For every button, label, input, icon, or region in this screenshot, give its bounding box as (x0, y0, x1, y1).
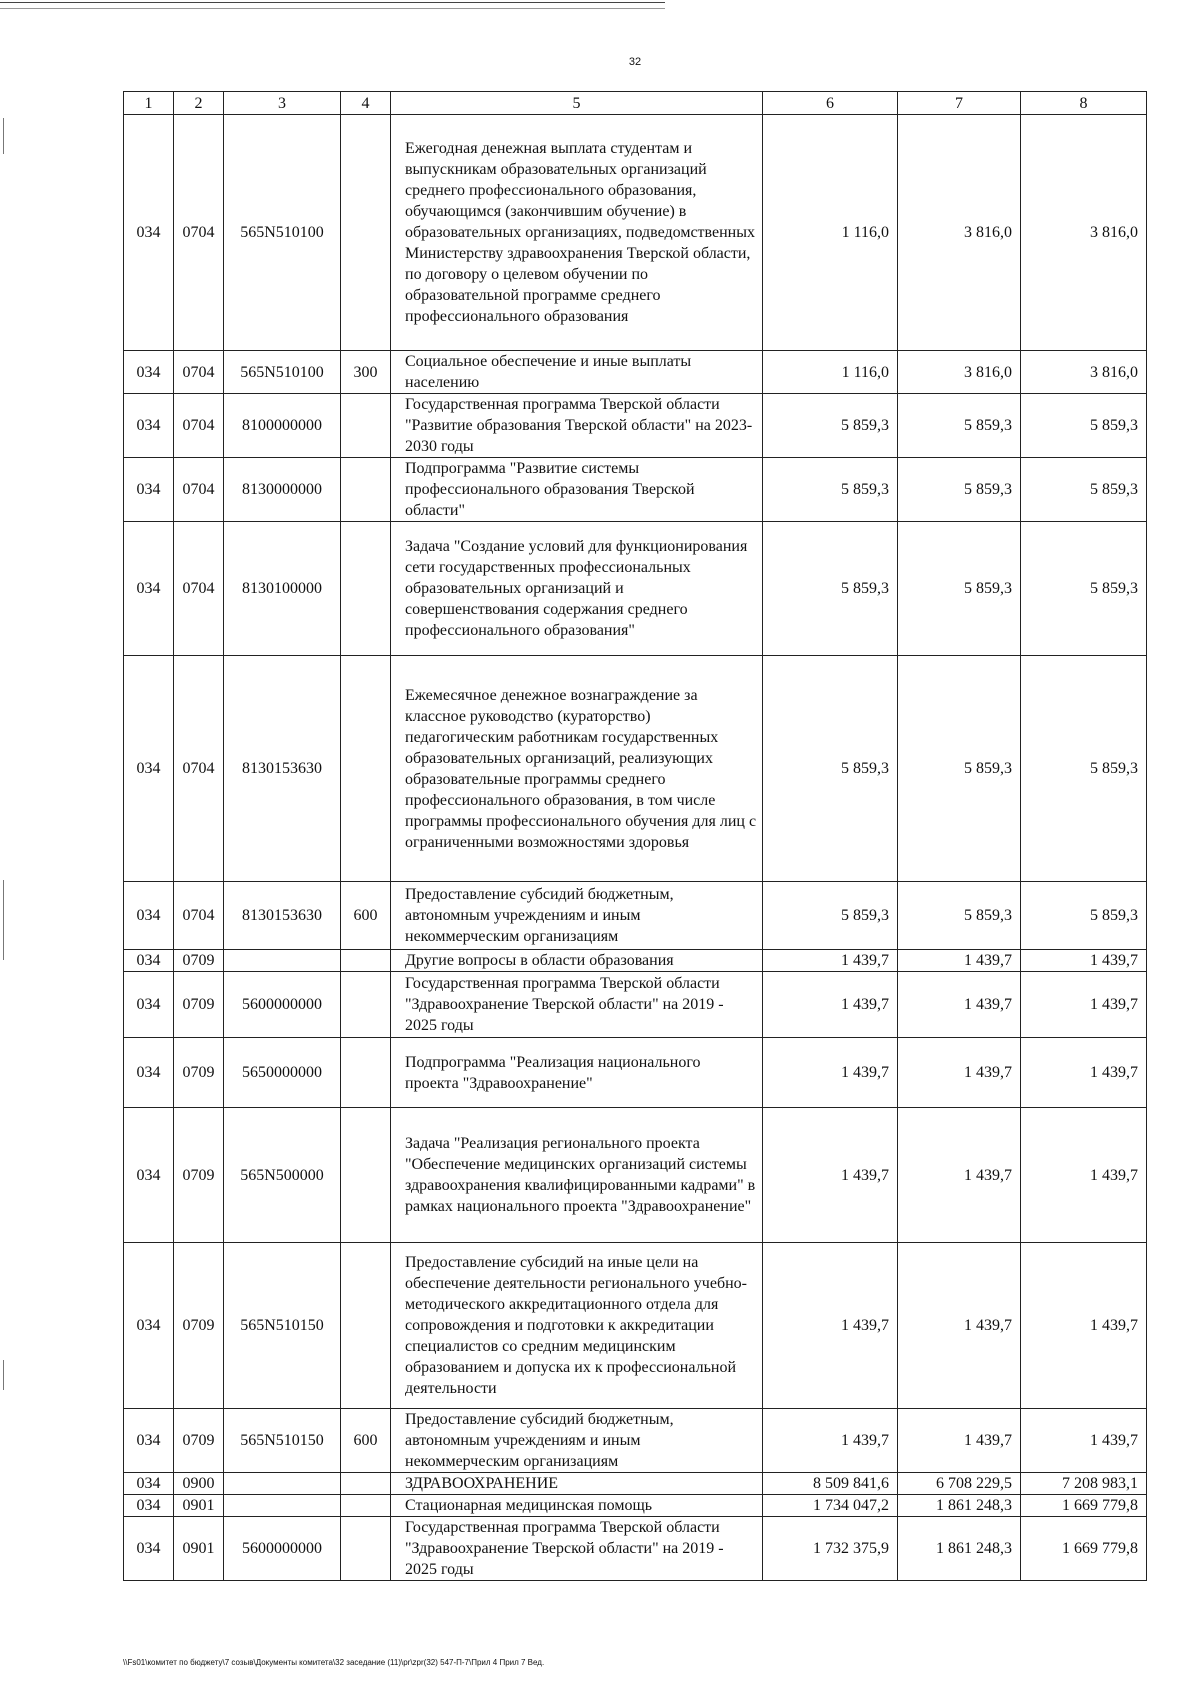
col-grbs: 034 (124, 394, 174, 458)
col-target-article: 8100000000 (224, 394, 341, 458)
col-amount-8: 1 669 779,8 (1021, 1517, 1147, 1581)
col-section: 0709 (174, 1243, 224, 1409)
col-target-article: 5600000000 (224, 972, 341, 1038)
col-amount-6: 1 116,0 (763, 115, 898, 351)
col-amount-7: 5 859,3 (898, 656, 1021, 882)
col-expense-type (341, 1495, 391, 1517)
col-amount-6: 5 859,3 (763, 458, 898, 522)
col-grbs: 034 (124, 115, 174, 351)
col-description: Социальное обеспечение и иные выплаты населению (391, 351, 763, 394)
col-description: ЗДРАВООХРАНЕНИЕ (391, 1473, 763, 1495)
table-row (124, 972, 1147, 1038)
col-target-article: 5600000000 (224, 1517, 341, 1581)
col-description: Другие вопросы в области образования (391, 950, 763, 972)
col-amount-6: 1 439,7 (763, 972, 898, 1038)
col-grbs: 034 (124, 1243, 174, 1409)
col-section: 0704 (174, 656, 224, 882)
col-target-article: 565N500000 (224, 1108, 341, 1243)
scan-margin-mark (3, 118, 4, 154)
col-amount-7: 1 861 248,3 (898, 1495, 1021, 1517)
col-amount-6: 1 439,7 (763, 1108, 898, 1243)
col-amount-6: 1 116,0 (763, 351, 898, 394)
col-grbs: 034 (124, 1517, 174, 1581)
col-expense-type (341, 1473, 391, 1495)
col-grbs: 034 (124, 522, 174, 656)
col-grbs: 034 (124, 351, 174, 394)
header-col-6: 6 (763, 92, 898, 115)
col-description: Государственная программа Тверской области "Здравоохранение Тверской области" на 2019 - 2025 годы (391, 1517, 763, 1581)
col-target-article (224, 1495, 341, 1517)
col-target-article (224, 1473, 341, 1495)
col-grbs: 034 (124, 1495, 174, 1517)
header-col-4: 4 (341, 92, 391, 115)
col-description: Ежегодная денежная выплата студентам и выпускникам образовательных организаций среднего профессионального образования, обучающимся (закончившим обучение) в образовательных организациях, подведомственных Министерству здравоохранения Тверской области, по договору о целевом обучении по образовательной программе среднего профессионального образования (391, 115, 763, 351)
col-section: 0709 (174, 972, 224, 1038)
col-amount-7: 1 439,7 (898, 1108, 1021, 1243)
col-expense-type (341, 1038, 391, 1108)
col-expense-type (341, 115, 391, 351)
col-section: 0709 (174, 1108, 224, 1243)
table-row (124, 351, 1147, 394)
col-section: 0709 (174, 950, 224, 972)
col-grbs: 034 (124, 1473, 174, 1495)
table-row (124, 882, 1147, 950)
col-amount-7: 1 439,7 (898, 1038, 1021, 1108)
col-amount-8: 1 669 779,8 (1021, 1495, 1147, 1517)
scan-margin-mark (3, 880, 4, 960)
col-amount-7: 1 439,7 (898, 1409, 1021, 1473)
col-expense-type: 600 (341, 1409, 391, 1473)
col-section: 0900 (174, 1473, 224, 1495)
header-col-1: 1 (124, 92, 174, 115)
col-target-article: 8130100000 (224, 522, 341, 656)
col-amount-6: 1 734 047,2 (763, 1495, 898, 1517)
col-amount-8: 1 439,7 (1021, 950, 1147, 972)
col-target-article: 565N510100 (224, 351, 341, 394)
col-amount-7: 6 708 229,5 (898, 1473, 1021, 1495)
table-row (124, 394, 1147, 458)
col-target-article: 565N510150 (224, 1409, 341, 1473)
col-expense-type (341, 522, 391, 656)
table-row (124, 1473, 1147, 1495)
col-amount-8: 5 859,3 (1021, 394, 1147, 458)
col-amount-8: 1 439,7 (1021, 972, 1147, 1038)
col-grbs: 034 (124, 1409, 174, 1473)
col-expense-type: 300 (341, 351, 391, 394)
col-description: Подпрограмма "Реализация национального проекта "Здравоохранение" (391, 1038, 763, 1108)
col-section: 0709 (174, 1038, 224, 1108)
col-amount-7: 5 859,3 (898, 882, 1021, 950)
header-col-3: 3 (224, 92, 341, 115)
table-row (124, 1108, 1147, 1243)
table-row (124, 656, 1147, 882)
col-amount-6: 5 859,3 (763, 394, 898, 458)
col-section: 0704 (174, 522, 224, 656)
col-section: 0901 (174, 1517, 224, 1581)
col-amount-6: 1 439,7 (763, 1243, 898, 1409)
col-expense-type (341, 656, 391, 882)
col-amount-7: 3 816,0 (898, 115, 1021, 351)
col-target-article (224, 950, 341, 972)
col-section: 0704 (174, 115, 224, 351)
col-description: Стационарная медицинская помощь (391, 1495, 763, 1517)
col-description: Государственная программа Тверской области "Развитие образования Тверской области" на 2023-2030 годы (391, 394, 763, 458)
col-expense-type: 600 (341, 882, 391, 950)
col-amount-8: 1 439,7 (1021, 1243, 1147, 1409)
col-amount-6: 5 859,3 (763, 522, 898, 656)
col-description: Подпрограмма "Развитие системы профессионального образования Тверской области" (391, 458, 763, 522)
col-grbs: 034 (124, 458, 174, 522)
col-amount-7: 1 861 248,3 (898, 1517, 1021, 1581)
col-amount-7: 5 859,3 (898, 522, 1021, 656)
col-description: Задача "Реализация регионального проекта "Обеспечение медицинских организаций системы здравоохранения квалифицированными кадрами" в рамках национального проекта "Здравоохранение" (391, 1108, 763, 1243)
col-amount-7: 1 439,7 (898, 972, 1021, 1038)
header-col-5: 5 (391, 92, 763, 115)
col-target-article: 8130153630 (224, 882, 341, 950)
col-amount-7: 3 816,0 (898, 351, 1021, 394)
col-amount-8: 1 439,7 (1021, 1108, 1147, 1243)
col-amount-8: 1 439,7 (1021, 1409, 1147, 1473)
col-amount-6: 1 439,7 (763, 1409, 898, 1473)
col-amount-7: 1 439,7 (898, 1243, 1021, 1409)
table-header-row (124, 92, 1147, 115)
col-target-article: 565N510150 (224, 1243, 341, 1409)
col-amount-6: 5 859,3 (763, 882, 898, 950)
col-amount-6: 1 439,7 (763, 950, 898, 972)
scan-margin-mark (3, 1360, 4, 1390)
header-col-7: 7 (898, 92, 1021, 115)
col-amount-6: 5 859,3 (763, 656, 898, 882)
col-expense-type (341, 394, 391, 458)
col-section: 0709 (174, 1409, 224, 1473)
col-description: Государственная программа Тверской области "Здравоохранение Тверской области" на 2019 - 2025 годы (391, 972, 763, 1038)
col-description: Предоставление субсидий на иные цели на обеспечение деятельности регионального учебно-методического аккредитационного отдела для сопровождения и подготовки к аккредитации специалистов со средним медицинским образованием и допуска их к профессиональной деятельности (391, 1243, 763, 1409)
col-amount-8: 5 859,3 (1021, 882, 1147, 950)
table-row (124, 115, 1147, 351)
col-amount-8: 7 208 983,1 (1021, 1473, 1147, 1495)
col-target-article: 8130153630 (224, 656, 341, 882)
col-target-article: 8130000000 (224, 458, 341, 522)
col-amount-8: 5 859,3 (1021, 522, 1147, 656)
col-grbs: 034 (124, 1108, 174, 1243)
col-amount-8: 3 816,0 (1021, 351, 1147, 394)
col-section: 0704 (174, 394, 224, 458)
header-col-2: 2 (174, 92, 224, 115)
col-section: 0704 (174, 882, 224, 950)
col-amount-8: 5 859,3 (1021, 656, 1147, 882)
table-row (124, 458, 1147, 522)
col-amount-6: 8 509 841,6 (763, 1473, 898, 1495)
col-amount-6: 1 732 375,9 (763, 1517, 898, 1581)
col-expense-type (341, 1243, 391, 1409)
table-row (124, 950, 1147, 972)
table-row (124, 1243, 1147, 1409)
scan-top-rule-secondary (0, 8, 665, 9)
table-row (124, 522, 1147, 656)
col-amount-7: 5 859,3 (898, 458, 1021, 522)
col-section: 0704 (174, 351, 224, 394)
col-amount-6: 1 439,7 (763, 1038, 898, 1108)
col-amount-8: 5 859,3 (1021, 458, 1147, 522)
header-col-8: 8 (1021, 92, 1147, 115)
scan-top-rule (0, 2, 665, 3)
col-expense-type (341, 1108, 391, 1243)
col-amount-7: 5 859,3 (898, 394, 1021, 458)
col-section: 0901 (174, 1495, 224, 1517)
col-grbs: 034 (124, 972, 174, 1038)
col-section: 0704 (174, 458, 224, 522)
col-target-article: 565N510100 (224, 115, 341, 351)
col-description: Ежемесячное денежное вознаграждение за классное руководство (кураторство) педагогическим работникам государственных образовательных организаций, реализующих образовательные программы среднего профессионального образования, в том числе программы профессионального обучения для лиц с ограниченными возможностями здоровья (391, 656, 763, 882)
col-grbs: 034 (124, 1038, 174, 1108)
col-amount-8: 1 439,7 (1021, 1038, 1147, 1108)
col-description: Предоставление субсидий бюджетным, автономным учреждениям и иным некоммерческим организациям (391, 882, 763, 950)
col-grbs: 034 (124, 950, 174, 972)
budget-table (123, 91, 1147, 1581)
col-amount-8: 3 816,0 (1021, 115, 1147, 351)
col-description: Предоставление субсидий бюджетным, автономным учреждениям и иным некоммерческим организациям (391, 1409, 763, 1473)
col-target-article: 5650000000 (224, 1038, 341, 1108)
col-expense-type (341, 950, 391, 972)
col-grbs: 034 (124, 882, 174, 950)
table-row (124, 1038, 1147, 1108)
page-number: 32 (628, 56, 642, 68)
col-expense-type (341, 1517, 391, 1581)
col-expense-type (341, 458, 391, 522)
col-amount-7: 1 439,7 (898, 950, 1021, 972)
col-grbs: 034 (124, 656, 174, 882)
table-row (124, 1517, 1147, 1581)
table-row (124, 1495, 1147, 1517)
col-expense-type (341, 972, 391, 1038)
footer-file-path: \\Fs01\комитет по бюджету\7 созыв\Документы комитета\32 заседание (11)\pr\zpr(32) 547-П-7\Прил 4 Прил 7 Вед. (123, 1658, 545, 1667)
table-row (124, 1409, 1147, 1473)
col-description: Задача "Создание условий для функционирования сети государственных профессиональных образовательных организаций и совершенствования содержания среднего профессионального образования" (391, 522, 763, 656)
